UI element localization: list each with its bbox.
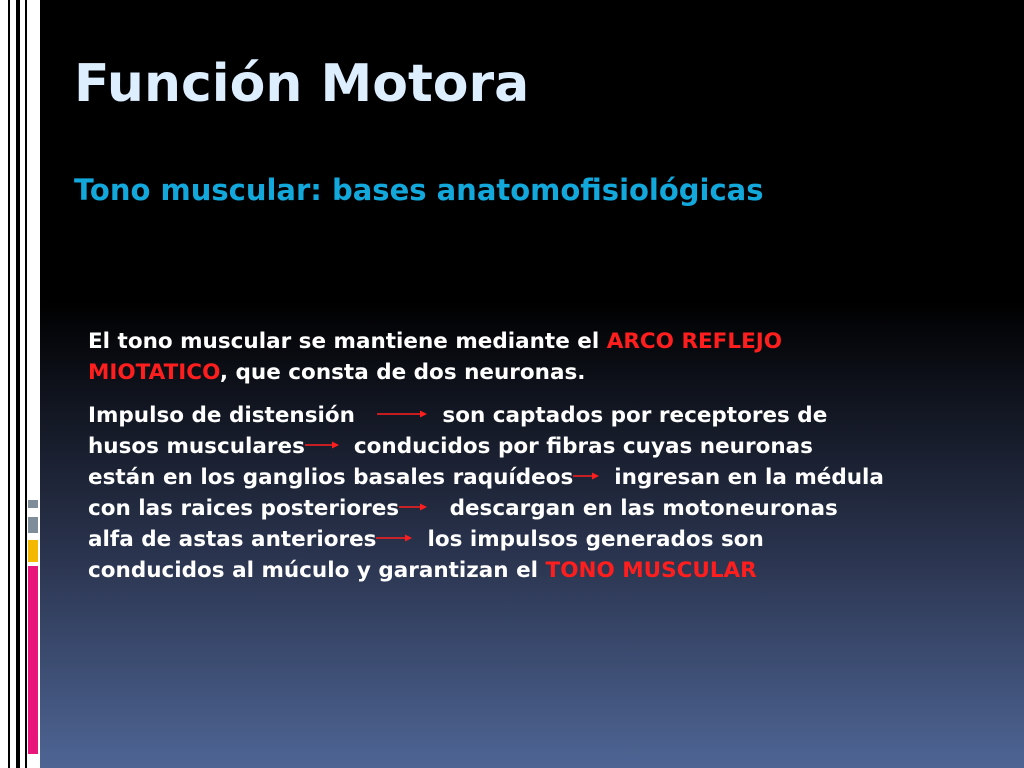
right-arrow-icon: [376, 533, 412, 543]
text-segment: conducidos al múculo y garantizan el: [88, 558, 546, 583]
highlight-text: MIOTATICO: [88, 360, 220, 385]
text-segment: Impulso de distensión: [88, 403, 355, 428]
text-segment: descargan en las motoneuronas: [449, 496, 838, 521]
decoration-line: [8, 0, 10, 768]
right-arrow-icon: [573, 471, 599, 481]
text-line: [88, 357, 928, 388]
paragraph-arco-reflejo: [88, 326, 928, 388]
decoration-line: [25, 0, 27, 768]
paragraph-impulso: [88, 400, 928, 586]
text-segment: están en los ganglios basales raquídeos: [88, 465, 574, 490]
accent-block-pink: [28, 566, 38, 754]
right-arrow-icon: [399, 502, 427, 512]
slide-subtitle: Tono muscular: bases anatomofisiológicas: [74, 173, 764, 207]
text-line: [88, 493, 928, 524]
left-decoration-bar: [0, 0, 40, 768]
text-segment: con las raices posteriores: [88, 496, 400, 521]
text-line: [88, 400, 928, 431]
text-segment: los impulsos generados son: [427, 527, 764, 552]
accent-block-gray: [28, 500, 38, 508]
text-line: [88, 462, 928, 493]
accent-block-gray: [28, 517, 38, 533]
text-segment: , que consta de dos neuronas.: [219, 360, 586, 385]
highlight-text: ARCO REFLEJO: [606, 329, 783, 354]
slide-body: [88, 326, 928, 598]
accent-block-yellow: [28, 540, 38, 562]
text-segment: son captados por receptores de: [442, 403, 828, 428]
text-segment: ingresan en la médula: [614, 465, 884, 490]
text-line: [88, 326, 928, 357]
decoration-line: [16, 0, 20, 768]
highlight-text: TONO MUSCULAR: [545, 558, 757, 583]
right-arrow-icon: [305, 440, 339, 450]
text-segment: conducidos por fibras cuyas neuronas: [353, 434, 813, 459]
text-line: [88, 524, 928, 555]
right-arrow-icon: [377, 409, 427, 419]
text-line: [88, 555, 928, 586]
text-line: [88, 431, 928, 462]
text-segment: husos musculares: [88, 434, 305, 459]
text-segment: alfa de astas anteriores: [88, 527, 377, 552]
text-segment: El tono muscular se mantiene mediante el: [88, 329, 607, 354]
slide-title: Función Motora: [74, 54, 530, 114]
